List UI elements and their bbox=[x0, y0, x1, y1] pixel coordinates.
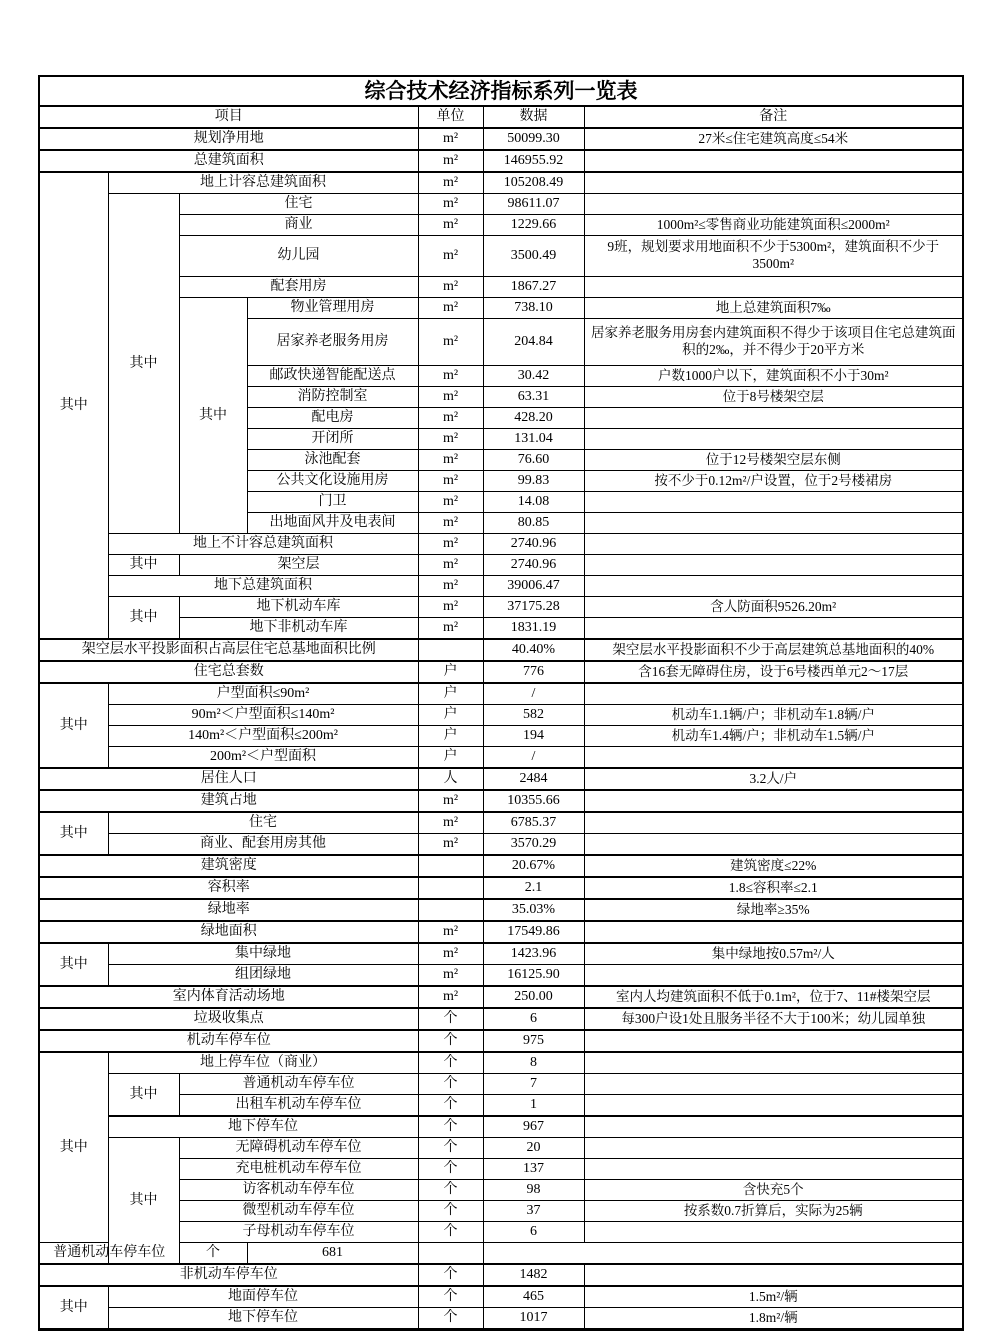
cell-unit: m² bbox=[418, 408, 483, 429]
cell-remark bbox=[584, 747, 963, 769]
row-above-counted bbox=[39, 172, 963, 194]
col-header-remark: 备注 bbox=[584, 106, 963, 128]
cell-value: 1423.96 bbox=[483, 943, 584, 965]
row-unit-140-200 bbox=[39, 726, 963, 747]
cell-value: 1017 bbox=[483, 1308, 584, 1330]
cell-remark: 1.8≤容积率≤2.1 bbox=[584, 877, 963, 899]
cell-unit: m² bbox=[418, 366, 483, 387]
cell-unit: m² bbox=[418, 387, 483, 408]
cell-remark: 1.5m²/辆 bbox=[584, 1286, 963, 1308]
cell-remark: 含快充5个 bbox=[584, 1180, 963, 1201]
cell-value: 37175.28 bbox=[483, 597, 584, 618]
cell-label: 架空层水平投影面积占高层住宅总基地面积比例 bbox=[39, 639, 418, 661]
cell-unit: m² bbox=[418, 277, 483, 298]
cell-value: 1482 bbox=[483, 1264, 584, 1286]
cell-label: 地面停车位 bbox=[108, 1286, 418, 1308]
cell-label: 地下机动车库 bbox=[179, 597, 418, 618]
row-footprint bbox=[39, 790, 963, 812]
cell-remark: 含16套无障碍住房，设于6号楼西单元2～17层 bbox=[584, 661, 963, 683]
cell-label: 邮政快递智能配送点 bbox=[247, 366, 418, 387]
cell-unit: 户 bbox=[418, 683, 483, 705]
cell-remark: 地上总建筑面积7‰ bbox=[584, 298, 963, 319]
cell-label: 地下停车位 bbox=[108, 1116, 418, 1138]
cell-remark: 居家养老服务用房套内建筑面积不得少于该项目住宅总建筑面积的2‰，并不得少于20平方米 bbox=[584, 319, 963, 366]
row-unit-gt200 bbox=[39, 747, 963, 769]
cell-value: 7 bbox=[483, 1074, 584, 1095]
row-nm-underground bbox=[39, 1308, 963, 1330]
cell-unit bbox=[418, 639, 483, 661]
cell-value: 1229.66 bbox=[483, 215, 584, 236]
cell-label: 绿地率 bbox=[39, 899, 418, 921]
cell-value: 465 bbox=[483, 1286, 584, 1308]
cell-label: 出租车机动车停车位 bbox=[179, 1095, 418, 1117]
cell-remark bbox=[584, 1138, 963, 1159]
cell-value: 3500.49 bbox=[483, 236, 584, 277]
indicator-table-wrap bbox=[38, 75, 964, 1331]
cell-value: 80.85 bbox=[483, 513, 584, 534]
cell-unit: 个 bbox=[179, 1243, 247, 1265]
among-which-cell: 其中 bbox=[39, 1052, 108, 1243]
cell-label: 200m²＜户型面积 bbox=[108, 747, 418, 769]
cell-unit: m² bbox=[418, 215, 483, 236]
cell-label: 访客机动车停车位 bbox=[179, 1180, 418, 1201]
cell-label: 开闭所 bbox=[247, 429, 418, 450]
cell-remark bbox=[584, 683, 963, 705]
cell-remark bbox=[584, 534, 963, 555]
cell-label: 居住人口 bbox=[39, 768, 418, 790]
cell-label: 普通机动车停车位 bbox=[179, 1074, 418, 1095]
cell-remark: 1.8m²/辆 bbox=[584, 1308, 963, 1330]
cell-value: 1867.27 bbox=[483, 277, 584, 298]
cell-remark bbox=[584, 965, 963, 987]
row-nm-surface bbox=[39, 1286, 963, 1308]
cell-label: 90m²＜户型面积≤140m² bbox=[108, 705, 418, 726]
cell-label: 子母机动车停车位 bbox=[179, 1222, 418, 1243]
among-which-cell: 其中 bbox=[39, 943, 108, 986]
cell-value: 2484 bbox=[483, 768, 584, 790]
cell-remark bbox=[584, 1095, 963, 1117]
cell-remark bbox=[584, 921, 963, 943]
row-underground-parking bbox=[39, 1116, 963, 1138]
cell-label: 商业、配套用房其他 bbox=[108, 834, 418, 856]
row-far bbox=[39, 877, 963, 899]
row-motor-parking bbox=[39, 1030, 963, 1052]
cell-remark: 户数1000户以下，建筑面积不小于30m² bbox=[584, 366, 963, 387]
cell-value: 582 bbox=[483, 705, 584, 726]
cell-value: 76.60 bbox=[483, 450, 584, 471]
cell-remark bbox=[584, 277, 963, 298]
cell-unit: m² bbox=[418, 513, 483, 534]
col-header-item: 项目 bbox=[39, 106, 418, 128]
cell-value: 776 bbox=[483, 661, 584, 683]
cell-remark: 含人防面积9526.20m² bbox=[584, 597, 963, 618]
cell-value: 967 bbox=[483, 1116, 584, 1138]
cell-unit: 个 bbox=[418, 1308, 483, 1330]
among-which-cell: 其中 bbox=[108, 194, 179, 534]
cell-value: 20 bbox=[483, 1138, 584, 1159]
cell-value: 2740.96 bbox=[483, 555, 584, 576]
cell-unit: m² bbox=[418, 150, 483, 172]
cell-label: 建筑密度 bbox=[39, 855, 418, 877]
cell-remark bbox=[584, 576, 963, 597]
row-indoor-sports bbox=[39, 986, 963, 1008]
cell-label: 门卫 bbox=[247, 492, 418, 513]
cell-unit: 人 bbox=[418, 768, 483, 790]
cell-value: 40.40% bbox=[483, 639, 584, 661]
row-surface-parking-comm bbox=[39, 1052, 963, 1074]
indicator-table bbox=[38, 75, 964, 1331]
cell-label: 绿地面积 bbox=[39, 921, 418, 943]
cell-label: 垃圾收集点 bbox=[39, 1008, 418, 1030]
among-which-cell: 其中 bbox=[108, 555, 179, 576]
cell-unit: m² bbox=[418, 618, 483, 640]
cell-remark bbox=[584, 1030, 963, 1052]
row-footprint-res bbox=[39, 812, 963, 834]
row-unit-le90 bbox=[39, 683, 963, 705]
row-above-uncounted bbox=[39, 534, 963, 555]
cell-value: 146955.92 bbox=[483, 150, 584, 172]
cell-label: 消防控制室 bbox=[247, 387, 418, 408]
cell-value: 20.67% bbox=[483, 855, 584, 877]
among-which-cell: 其中 bbox=[39, 812, 108, 855]
col-header-unit: 单位 bbox=[418, 106, 483, 128]
row-stilt-ratio bbox=[39, 639, 963, 661]
cell-label: 地下非机动车库 bbox=[179, 618, 418, 640]
cell-remark: 9班，规划要求用地面积不少于5300m²，建筑面积不少于3500m² bbox=[584, 236, 963, 277]
cell-remark bbox=[584, 194, 963, 215]
cell-unit: m² bbox=[418, 492, 483, 513]
cell-remark: 架空层水平投影面积不少于高层建筑总基地面积的40% bbox=[584, 639, 963, 661]
cell-value: 10355.66 bbox=[483, 790, 584, 812]
cell-unit: m² bbox=[418, 834, 483, 856]
cell-value: 6785.37 bbox=[483, 812, 584, 834]
cell-label: 充电桩机动车停车位 bbox=[179, 1159, 418, 1180]
row-nonmotor-parking bbox=[39, 1264, 963, 1286]
row-total-gfa bbox=[39, 150, 963, 172]
cell-label: 建筑占地 bbox=[39, 790, 418, 812]
cell-unit: m² bbox=[418, 236, 483, 277]
cell-label: 住宅 bbox=[108, 812, 418, 834]
title-row bbox=[39, 76, 963, 106]
cell-label: 地上不计容总建筑面积 bbox=[108, 534, 418, 555]
row-density bbox=[39, 855, 963, 877]
cell-label: 地上停车位（商业） bbox=[108, 1052, 418, 1074]
col-header-data: 数据 bbox=[483, 106, 584, 128]
cell-value: 1 bbox=[483, 1095, 584, 1117]
row-stilt-floor bbox=[39, 555, 963, 576]
cell-remark: 每300户设1处且服务半径不大于100米；幼儿园单独 bbox=[584, 1008, 963, 1030]
cell-value: 428.20 bbox=[483, 408, 584, 429]
cell-label: 地下停车位 bbox=[108, 1308, 418, 1330]
row-green-rate bbox=[39, 899, 963, 921]
row-green-cluster bbox=[39, 965, 963, 987]
cell-remark bbox=[584, 492, 963, 513]
row-p-accessible bbox=[39, 1138, 963, 1159]
cell-unit: m² bbox=[418, 471, 483, 492]
row-garbage bbox=[39, 1008, 963, 1030]
cell-unit: 个 bbox=[418, 1222, 483, 1243]
cell-label: 微型机动车停车位 bbox=[179, 1201, 418, 1222]
cell-remark: 1000m²≤零售商业功能建筑面积≤2000m² bbox=[584, 215, 963, 236]
cell-unit: m² bbox=[418, 450, 483, 471]
cell-remark: 3.2人/户 bbox=[584, 768, 963, 790]
header-row bbox=[39, 106, 963, 128]
cell-remark bbox=[584, 834, 963, 856]
cell-remark bbox=[584, 172, 963, 194]
cell-label: 组团绿地 bbox=[108, 965, 418, 987]
row-residential bbox=[39, 194, 963, 215]
cell-unit: 个 bbox=[418, 1159, 483, 1180]
cell-remark: 按不少于0.12m²/户设置，位于2号楼裙房 bbox=[584, 471, 963, 492]
cell-unit: m² bbox=[418, 555, 483, 576]
cell-unit: 户 bbox=[418, 661, 483, 683]
row-unit-90-140 bbox=[39, 705, 963, 726]
cell-label: 容积率 bbox=[39, 877, 418, 899]
cell-label: 户型面积≤90m² bbox=[108, 683, 418, 705]
cell-remark bbox=[418, 1243, 483, 1265]
cell-label: 幼儿园 bbox=[179, 236, 418, 277]
cell-unit bbox=[418, 877, 483, 899]
row-footprint-other bbox=[39, 834, 963, 856]
cell-remark: 机动车1.1辆/户；非机动车1.8辆/户 bbox=[584, 705, 963, 726]
cell-value: 105208.49 bbox=[483, 172, 584, 194]
cell-unit: 个 bbox=[418, 1180, 483, 1201]
cell-unit: m² bbox=[418, 597, 483, 618]
row-population bbox=[39, 768, 963, 790]
cell-remark bbox=[584, 1116, 963, 1138]
cell-label: 无障碍机动车停车位 bbox=[179, 1138, 418, 1159]
row-underground-garage bbox=[39, 597, 963, 618]
cell-value: 50099.30 bbox=[483, 128, 584, 150]
cell-value: 98 bbox=[483, 1180, 584, 1201]
cell-label: 普通机动车停车位 bbox=[39, 1243, 179, 1265]
among-which-cell: 其中 bbox=[39, 172, 108, 639]
cell-remark bbox=[584, 555, 963, 576]
cell-value: 30.42 bbox=[483, 366, 584, 387]
among-which-cell: 其中 bbox=[108, 1074, 179, 1117]
cell-label: 出地面风井及电表间 bbox=[247, 513, 418, 534]
row-green-central bbox=[39, 943, 963, 965]
cell-unit: m² bbox=[418, 298, 483, 319]
cell-value: 3570.29 bbox=[483, 834, 584, 856]
cell-label: 配电房 bbox=[247, 408, 418, 429]
cell-value: 681 bbox=[247, 1243, 418, 1265]
cell-unit: 户 bbox=[418, 726, 483, 747]
cell-unit: m² bbox=[418, 172, 483, 194]
cell-unit: 个 bbox=[418, 1286, 483, 1308]
cell-label: 架空层 bbox=[179, 555, 418, 576]
cell-value: 39006.47 bbox=[483, 576, 584, 597]
cell-label: 集中绿地 bbox=[108, 943, 418, 965]
cell-label: 配套用房 bbox=[179, 277, 418, 298]
cell-remark: 建筑密度≤22% bbox=[584, 855, 963, 877]
cell-label: 地上计容总建筑面积 bbox=[108, 172, 418, 194]
cell-unit: m² bbox=[418, 986, 483, 1008]
cell-unit: 个 bbox=[418, 1138, 483, 1159]
cell-remark: 27米≤住宅建筑高度≤54米 bbox=[584, 128, 963, 150]
cell-remark bbox=[584, 1074, 963, 1095]
cell-value: 8 bbox=[483, 1052, 584, 1074]
cell-unit bbox=[418, 899, 483, 921]
cell-value: 2.1 bbox=[483, 877, 584, 899]
cell-label: 规划净用地 bbox=[39, 128, 418, 150]
row-underground-total bbox=[39, 576, 963, 597]
cell-label: 住宅总套数 bbox=[39, 661, 418, 683]
cell-unit: 个 bbox=[418, 1052, 483, 1074]
cell-value: 975 bbox=[483, 1030, 584, 1052]
cell-value: 63.31 bbox=[483, 387, 584, 408]
cell-value: 16125.90 bbox=[483, 965, 584, 987]
cell-label: 公共文化设施用房 bbox=[247, 471, 418, 492]
cell-unit: m² bbox=[418, 790, 483, 812]
cell-unit: 户 bbox=[418, 705, 483, 726]
cell-value: 137 bbox=[483, 1159, 584, 1180]
cell-value: 2740.96 bbox=[483, 534, 584, 555]
cell-unit: 个 bbox=[418, 1264, 483, 1286]
cell-unit: 个 bbox=[418, 1095, 483, 1117]
cell-label: 物业管理用房 bbox=[247, 298, 418, 319]
cell-remark bbox=[584, 812, 963, 834]
cell-remark bbox=[584, 1222, 963, 1243]
cell-label: 商业 bbox=[179, 215, 418, 236]
cell-remark: 位于8号楼架空层 bbox=[584, 387, 963, 408]
cell-unit: 个 bbox=[418, 1008, 483, 1030]
cell-unit: 个 bbox=[418, 1201, 483, 1222]
cell-value: 6 bbox=[483, 1222, 584, 1243]
row-p-ordinary bbox=[39, 1243, 963, 1265]
cell-remark bbox=[584, 1264, 963, 1286]
cell-value: / bbox=[483, 747, 584, 769]
cell-remark bbox=[584, 790, 963, 812]
cell-remark bbox=[584, 150, 963, 172]
page-title: 综合技术经济指标系列一览表 bbox=[39, 76, 963, 106]
cell-unit bbox=[418, 855, 483, 877]
cell-unit: m² bbox=[418, 194, 483, 215]
cell-value: 37 bbox=[483, 1201, 584, 1222]
cell-value: 6 bbox=[483, 1008, 584, 1030]
cell-remark bbox=[584, 513, 963, 534]
cell-remark: 绿地率≥35% bbox=[584, 899, 963, 921]
cell-unit: m² bbox=[418, 965, 483, 987]
row-green-area bbox=[39, 921, 963, 943]
cell-unit: m² bbox=[418, 812, 483, 834]
cell-value: 14.08 bbox=[483, 492, 584, 513]
cell-value: 131.04 bbox=[483, 429, 584, 450]
among-which-cell: 其中 bbox=[39, 683, 108, 768]
cell-label: 居家养老服务用房 bbox=[247, 319, 418, 366]
cell-remark: 按系数0.7折算后，实际为25辆 bbox=[584, 1201, 963, 1222]
cell-label: 140m²＜户型面积≤200m² bbox=[108, 726, 418, 747]
cell-remark bbox=[584, 1159, 963, 1180]
cell-label: 非机动车停车位 bbox=[39, 1264, 418, 1286]
row-net-land bbox=[39, 128, 963, 150]
cell-remark: 集中绿地按0.57m²/人 bbox=[584, 943, 963, 965]
cell-value: 194 bbox=[483, 726, 584, 747]
cell-label: 地下总建筑面积 bbox=[108, 576, 418, 597]
cell-value: 250.00 bbox=[483, 986, 584, 1008]
cell-unit: 个 bbox=[418, 1030, 483, 1052]
cell-unit: m² bbox=[418, 576, 483, 597]
cell-unit: m² bbox=[418, 128, 483, 150]
cell-unit: m² bbox=[418, 319, 483, 366]
cell-remark bbox=[584, 429, 963, 450]
cell-label: 泳池配套 bbox=[247, 450, 418, 471]
among-which-cell: 其中 bbox=[39, 1286, 108, 1330]
cell-unit: m² bbox=[418, 534, 483, 555]
cell-remark bbox=[584, 618, 963, 640]
cell-value: 17549.86 bbox=[483, 921, 584, 943]
cell-label: 总建筑面积 bbox=[39, 150, 418, 172]
cell-label: 机动车停车位 bbox=[39, 1030, 418, 1052]
cell-remark: 机动车1.4辆/户；非机动车1.5辆/户 bbox=[584, 726, 963, 747]
among-which-cell: 其中 bbox=[108, 597, 179, 640]
cell-label: 住宅 bbox=[179, 194, 418, 215]
cell-value: 1831.19 bbox=[483, 618, 584, 640]
cell-value: 98611.07 bbox=[483, 194, 584, 215]
cell-unit: 户 bbox=[418, 747, 483, 769]
cell-value: 738.10 bbox=[483, 298, 584, 319]
cell-remark bbox=[584, 408, 963, 429]
cell-value: 99.83 bbox=[483, 471, 584, 492]
cell-remark bbox=[584, 1052, 963, 1074]
cell-remark: 室内人均建筑面积不低于0.1m²，位于7、11#楼架空层 bbox=[584, 986, 963, 1008]
cell-unit: 个 bbox=[418, 1116, 483, 1138]
cell-value: 35.03% bbox=[483, 899, 584, 921]
cell-unit: m² bbox=[418, 921, 483, 943]
cell-unit: 个 bbox=[418, 1074, 483, 1095]
among-which-cell: 其中 bbox=[108, 1138, 179, 1265]
cell-label: 室内体育活动场地 bbox=[39, 986, 418, 1008]
row-surface-ordinary bbox=[39, 1074, 963, 1095]
row-total-units bbox=[39, 661, 963, 683]
cell-value: / bbox=[483, 683, 584, 705]
cell-unit: m² bbox=[418, 429, 483, 450]
cell-unit: m² bbox=[418, 943, 483, 965]
cell-value: 204.84 bbox=[483, 319, 584, 366]
cell-remark: 位于12号楼架空层东侧 bbox=[584, 450, 963, 471]
among-which-cell: 其中 bbox=[179, 298, 247, 534]
